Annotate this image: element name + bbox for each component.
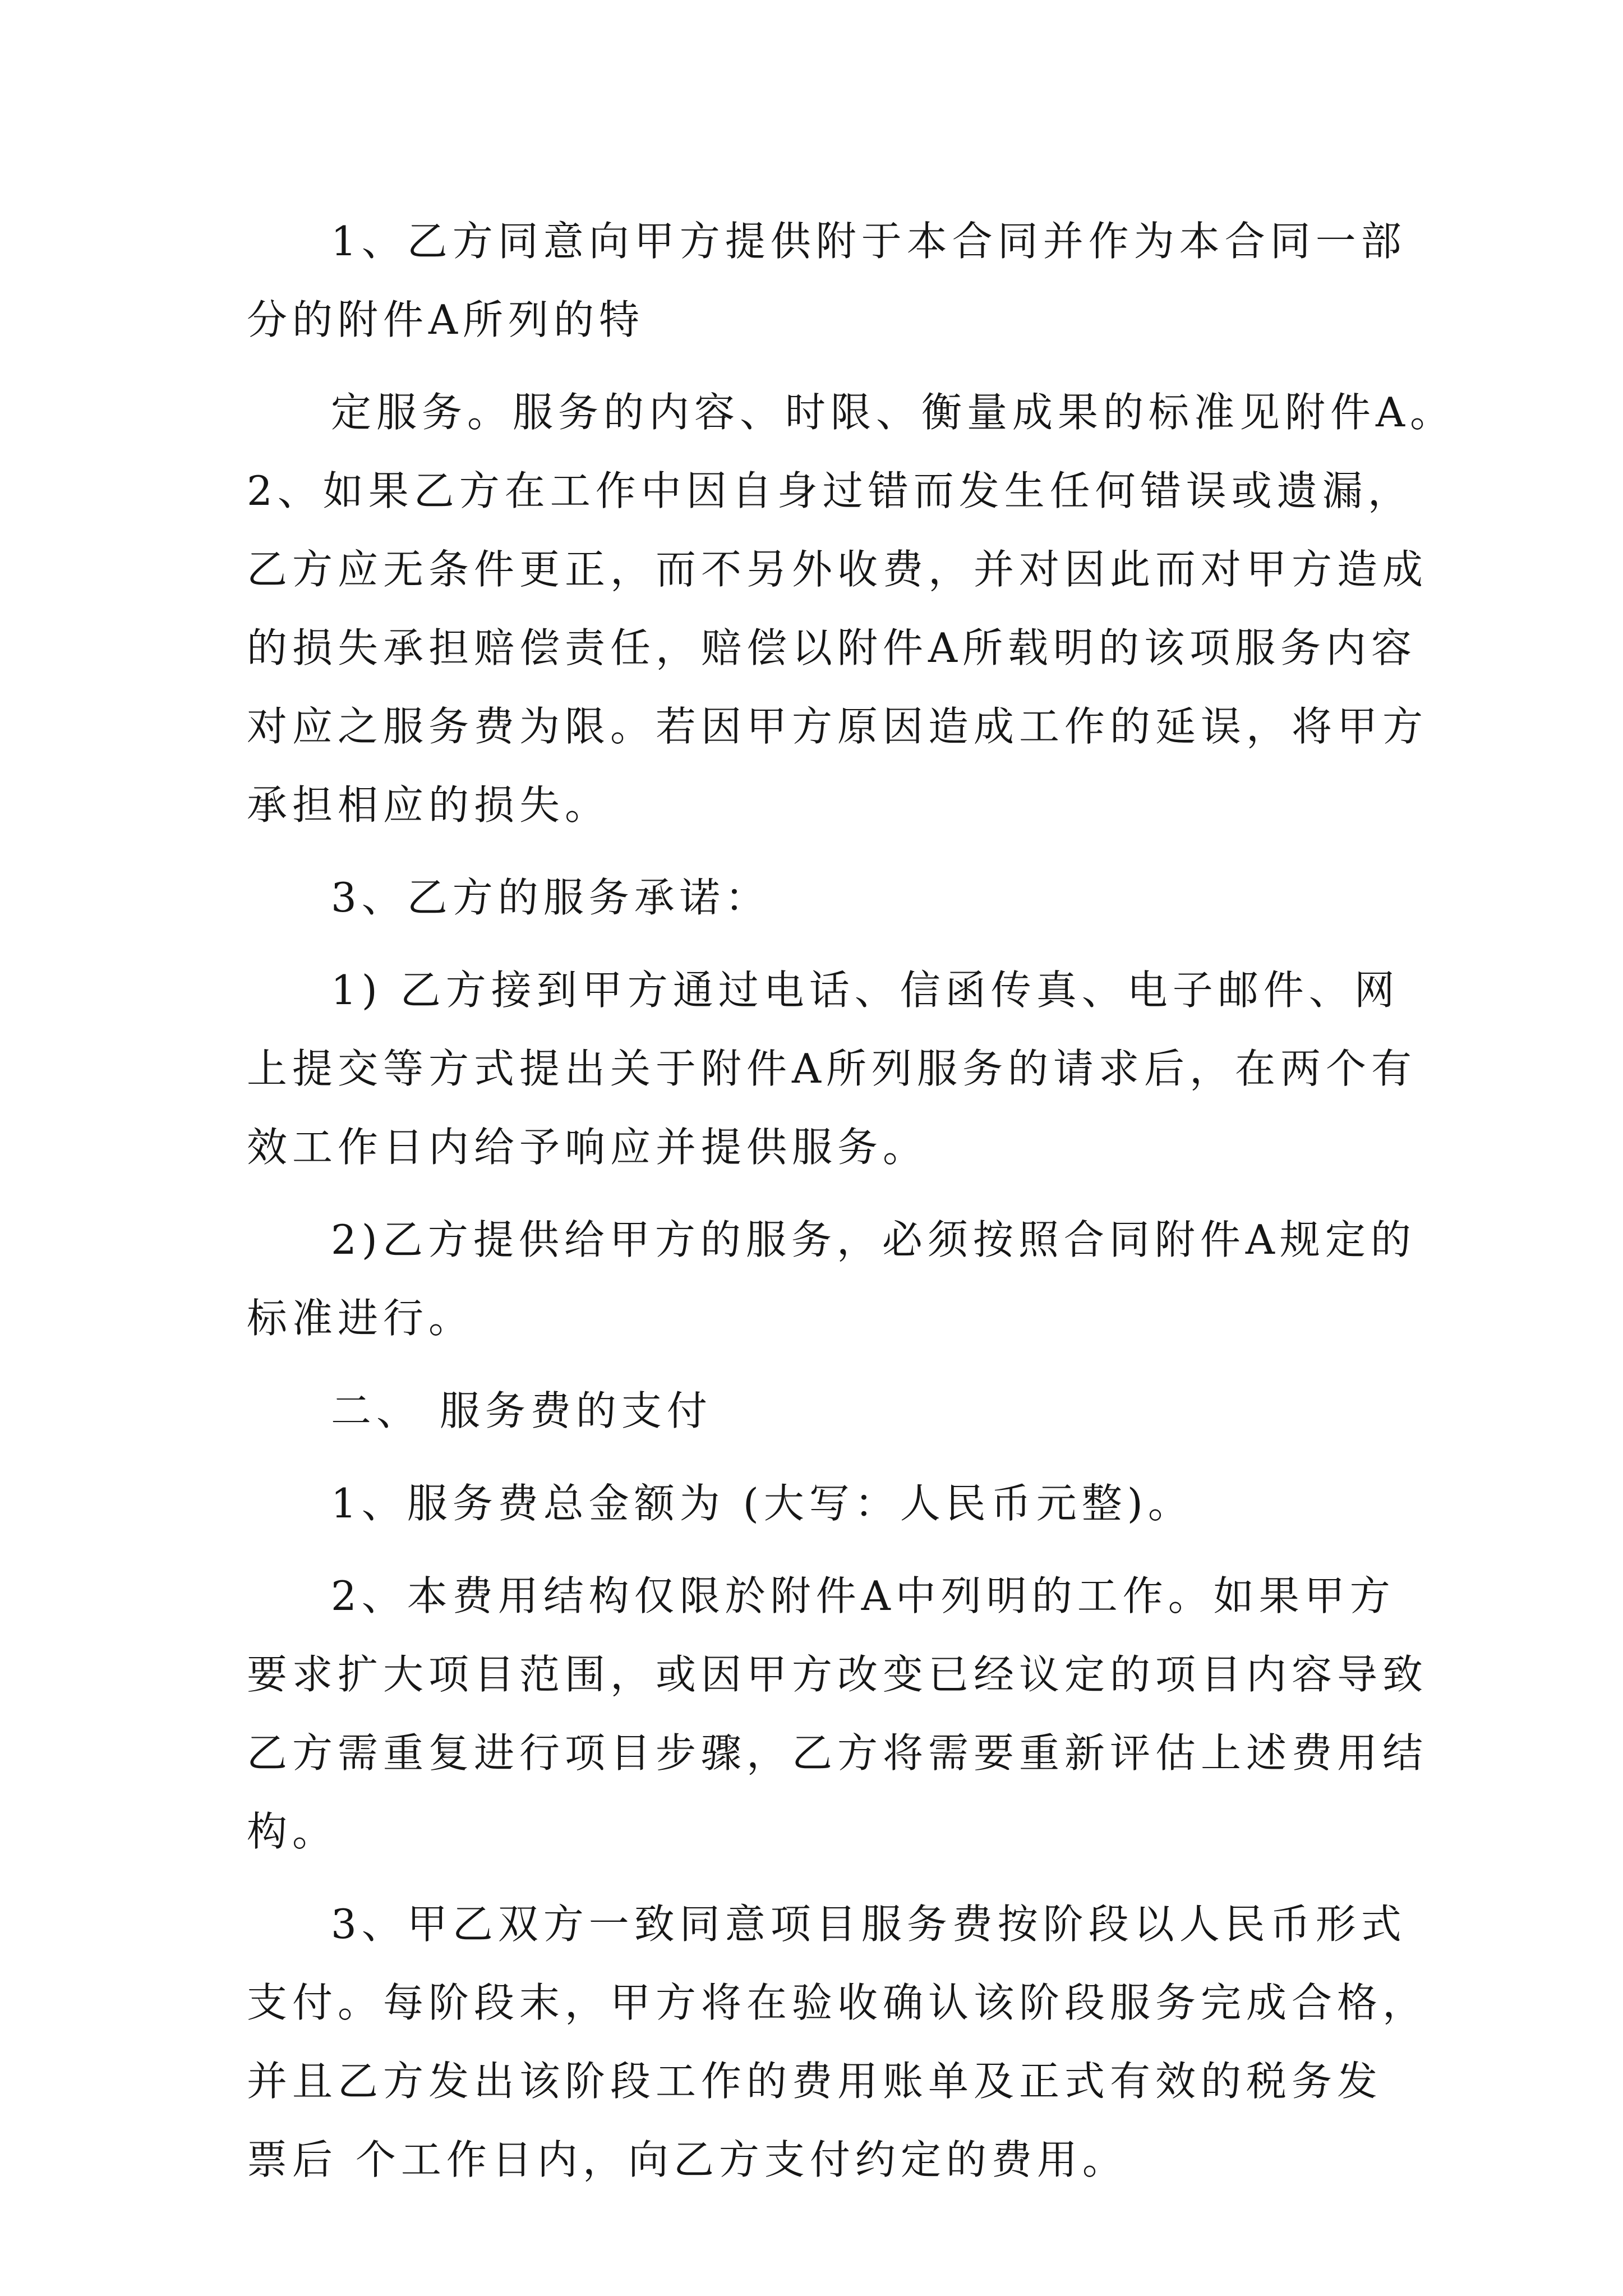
text-line: 定服务。服务的内容、时限、衡量成果的标准见附件A。 (331, 389, 1455, 436)
text-line: 乙方需重复进行项目步骤，乙方将需要重新评估上述费用结 (247, 1729, 1428, 1777)
text-line: 标准进行。 (247, 1295, 474, 1342)
text-line: 对应之服务费为限。若因甲方原因造成工作的延误，将甲方 (247, 703, 1428, 750)
text-line: 3、甲乙双方一致同意项目服务费按阶段以人民币形式 (331, 1901, 1407, 1948)
text-line: 票后 个工作日内，向乙方支付约定的费用。 (247, 2136, 1128, 2183)
text-line: 1、乙方同意向甲方提供附于本合同并作为本合同一部 (331, 218, 1407, 265)
text-line: 支付。每阶段末，甲方将在验收确认该阶段服务完成合格， (247, 1979, 1428, 2026)
text-line: 要求扩大项目范围，或因甲方改变已经议定的项目内容导致 (247, 1651, 1428, 1698)
text-line: 1、服务费总金额为 (大写：人民币元整)。 (331, 1480, 1193, 1527)
text-line: 乙方应无条件更正，而不另外收费，并对因此而对甲方造成 (247, 546, 1428, 593)
text-line: 的损失承担赔偿责任，赔偿以附件A所载明的该项服务内容 (247, 624, 1417, 671)
section-heading: 二、 服务费的支付 (331, 1387, 712, 1434)
text-line: 分的附件A所列的特 (247, 296, 644, 343)
text-line: 并且乙方发出该阶段工作的费用账单及正式有效的税务发 (247, 2058, 1383, 2105)
text-line: 构。 (247, 1808, 338, 1855)
text-line: 2、本费用结构仅限於附件A中列明的工作。如果甲方 (331, 1572, 1395, 1619)
text-line: 3、乙方的服务承诺： (331, 874, 771, 921)
text-line: 2)乙方提供给甲方的服务，必须按照合同附件A规定的 (331, 1216, 1416, 1263)
document-body (247, 202, 1455, 2199)
text-line: 承担相应的损失。 (247, 781, 611, 829)
text-line: 1) 乙方接到甲方通过电话、信函传真、电子邮件、网 (331, 967, 1400, 1014)
text-line: 上提交等方式提出关于附件A所列服务的请求后，在两个有 (247, 1045, 1417, 1092)
text-line: 2、如果乙方在工作中因自身过错而发生任何错误或遗漏， (247, 467, 1413, 514)
text-line: 效工作日内给予响应并提供服务。 (247, 1124, 929, 1171)
